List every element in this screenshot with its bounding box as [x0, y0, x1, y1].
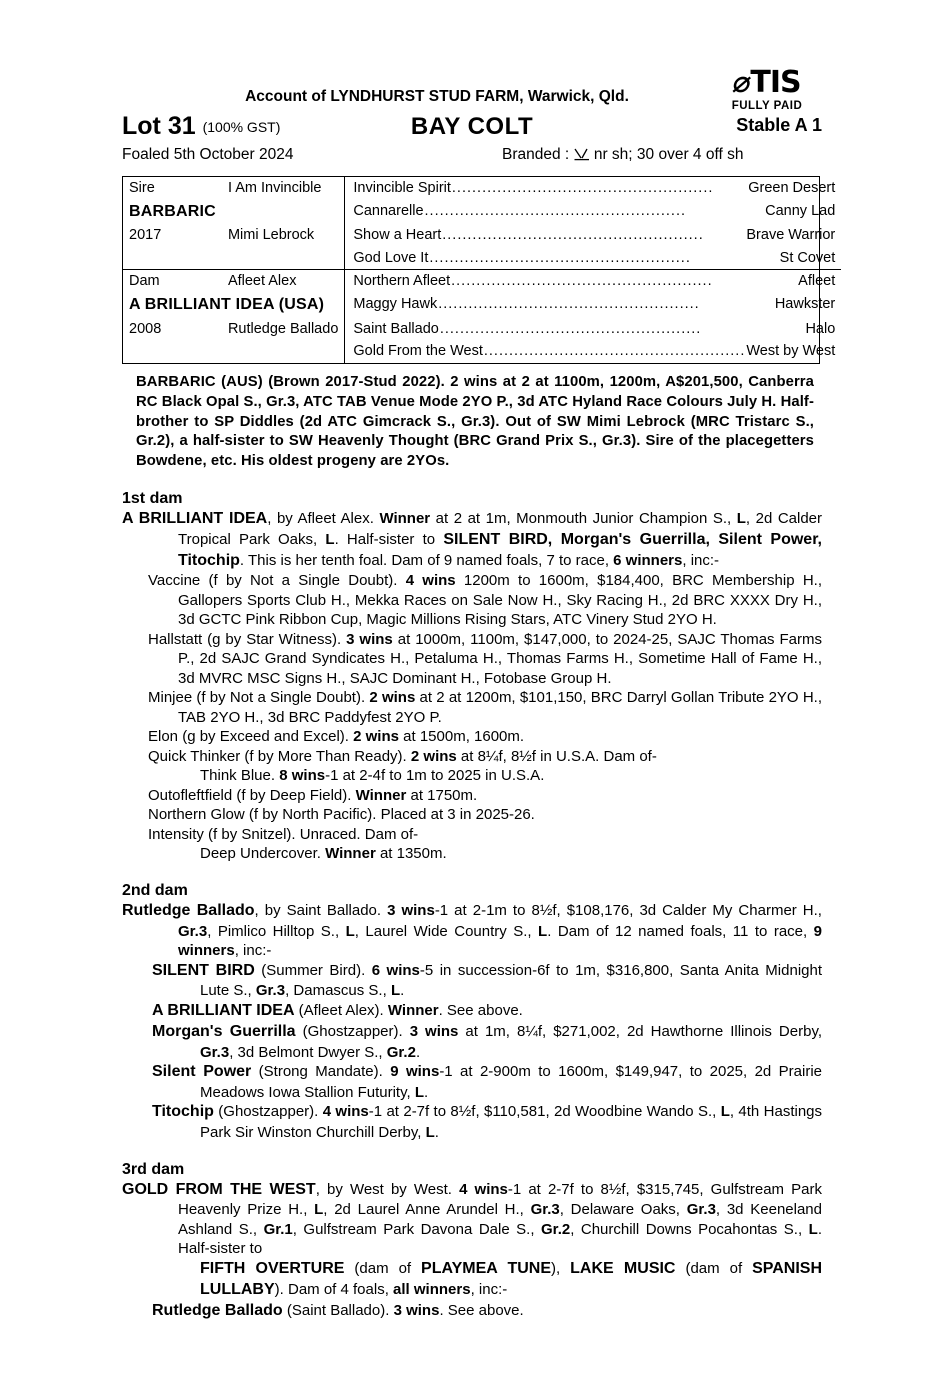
progeny-name: Minjee	[148, 689, 193, 707]
list-item	[122, 805, 822, 825]
spacer-cell	[222, 247, 345, 270]
table-row	[123, 318, 841, 341]
progeny-name: SILENT BIRD	[152, 961, 255, 979]
text: at 2 at 1m, Monmouth Junior Champion S.,	[430, 509, 737, 527]
wins-count: Winner	[387, 1001, 439, 1019]
horse-type: BAY COLT	[410, 113, 534, 140]
list-item	[122, 1301, 822, 1322]
pedigree-right: Canny Lad	[765, 202, 836, 219]
text: (dam of	[675, 1259, 753, 1277]
branded-info	[502, 146, 743, 164]
sibling-name: LAKE MUSIC	[570, 1259, 676, 1277]
text: (f by Not a Single Doubt).	[200, 572, 406, 590]
first-dam-name: A BRILLIANT IDEA	[122, 509, 268, 527]
foaled-date: Foaled 5th October 2024	[122, 146, 294, 163]
pedigree-right: Afleet	[798, 273, 836, 290]
pedigree-left: God Love It	[353, 249, 429, 266]
listed-marker: L	[808, 1220, 818, 1238]
dam-name: A BRILLIANT IDEA (USA)	[129, 296, 325, 314]
text: , 2d Laurel Anne Arundel H.,	[323, 1201, 531, 1219]
grade-marker: Gr.2	[541, 1220, 571, 1238]
table-row	[123, 224, 841, 247]
sibling-name: SPANISH LULLABY	[200, 1259, 823, 1298]
dam-label: Dam	[123, 270, 222, 293]
grade-marker: Gr.1	[263, 1220, 293, 1238]
wins-count: Winner	[325, 845, 376, 863]
sire-sire: I Am Invincible	[227, 180, 322, 196]
list-item	[122, 571, 822, 630]
list-item	[122, 688, 822, 727]
wins-count: 3 wins	[387, 901, 435, 919]
progeny-name: Quick Thinker	[148, 747, 241, 765]
progeny-name: Deep Undercover.	[200, 845, 326, 863]
text: , inc:-	[470, 1280, 508, 1298]
wins-count: 2 wins	[369, 689, 416, 707]
text: at 1350m.	[375, 845, 447, 863]
wins-count: 3 wins	[409, 1022, 459, 1040]
listed-marker: L	[414, 1083, 424, 1101]
list-item	[122, 727, 822, 747]
pedigree-right: St Covet	[779, 249, 836, 266]
text: at 8¼f, 8½f in U.S.A. Dam of-	[456, 747, 657, 765]
text: 1200m to 1600m, $184,400, BRC Membership H., Gallopers Sports Club H., Mekka Races on Sale Now H., Sky Racing H., 2d BRC XXXX Dry H., 3d GCTC Pink Ribbon Cup, Magic Millions Rising Stars, ATC Vinery Stud 2YO H.	[178, 572, 822, 629]
list-item	[122, 1022, 822, 1062]
sire-name: BARBARIC	[129, 202, 216, 220]
text: . See above.	[438, 1001, 523, 1019]
text: . Half-sister to	[178, 1220, 822, 1258]
text: , by Afleet Alex.	[267, 509, 380, 527]
list-item	[122, 1102, 822, 1142]
progeny-name: Morgan's Guerrilla	[152, 1022, 296, 1040]
text: , 3d Belmont Dwyer S.,	[229, 1043, 387, 1061]
pedigree-cell: Northern Afleet .................................................... Afleet	[345, 270, 841, 293]
listed-marker: L	[736, 509, 746, 527]
list-item	[122, 1062, 822, 1102]
listed-marker: L	[720, 1103, 730, 1121]
progeny-name: Silent Power	[152, 1063, 252, 1081]
third-dam-name: GOLD FROM THE WEST	[122, 1180, 316, 1198]
list-item	[122, 844, 822, 864]
progeny-name: Titochip	[152, 1103, 214, 1121]
text: (g by Exceed and Excel).	[178, 728, 354, 746]
sire-paragraph: BARBARIC (AUS) (Brown 2017-Stud 2022). 2 wins at 2 at 1100m, 1200m, A$201,500, Canberra RC Black Opal S., Gr.3, ATC TAB Venue Mode 2YO P., 3d ATC Hyland Race Colours July H. Half-brother to SP Diddles (2d ATC Gimcrack S., Gr.3). Out of SW Mimi Lebrock (MRC Tristarc S., Gr.2), a half-sister to SW Heavenly Thought (BRC Grand Prix S., Gr.3). Sire of the placegetters Bowdene, etc. His oldest progeny are 2YOs.	[136, 373, 814, 470]
gst-note: (100% GST)	[202, 119, 281, 135]
wins-count: Winner	[355, 786, 407, 804]
text: , Laurel Wide Country S.,	[354, 922, 539, 940]
text: . Half-sister to	[334, 530, 444, 548]
pedigree-cell: Saint Ballado .................................................... Halo	[345, 318, 841, 341]
text: at 2 at 1200m, $101,150, BRC Darryl Gollan Tribute 2YO H., TAB 2YO H., 3d BRC Paddyfest 2YO P.	[178, 689, 822, 726]
text: (Ghostzapper).	[295, 1022, 410, 1040]
grade-marker: Gr.3	[178, 922, 208, 940]
wins-count: 2 wins	[353, 728, 399, 746]
winners-count: all winners	[393, 1280, 471, 1298]
text: at 1750m.	[406, 786, 478, 804]
dam-sire: Afleet Alex	[222, 270, 345, 293]
first-dam-main	[122, 509, 822, 571]
table-row	[123, 340, 841, 363]
sire-year: 2017	[129, 227, 162, 244]
pedigree-cell: God Love It .................................................... St Covet	[345, 247, 841, 270]
wins-count: 6 wins	[371, 961, 420, 979]
sire-dam: Mimi Lebrock	[227, 227, 315, 244]
wins-count: 9 wins	[390, 1063, 440, 1081]
wins-count: 4 wins	[459, 1180, 508, 1198]
text: , inc:-	[682, 551, 720, 569]
text: (f by Snitzel). Unraced. Dam of-	[203, 825, 419, 843]
listed-marker: L	[345, 922, 355, 940]
list-item	[122, 1001, 822, 1022]
grade-marker: Gr.3	[530, 1201, 560, 1219]
pedigree-right: Halo	[805, 320, 836, 337]
text: , Gulfstream Park Davona Dale S.,	[292, 1220, 542, 1238]
text: -1 at 2-1m to 8½f, $108,176, 3d Calder My Charmer H.,	[434, 901, 822, 919]
list-item	[122, 747, 822, 767]
sibling-name: FIFTH OVERTURE	[200, 1259, 345, 1277]
text: , Churchill Downs Pocahontas S.,	[570, 1220, 809, 1238]
pedigree-cell: Gold From the West .................................................... West by West	[345, 340, 841, 363]
pedigree-left: Invincible Spirit	[353, 180, 451, 196]
list-item	[122, 825, 822, 845]
grade-marker: Gr.3	[255, 982, 286, 1000]
wins-count: 8 wins	[279, 767, 326, 785]
dam-year: 2008	[129, 320, 162, 337]
foaled-row	[122, 146, 822, 168]
text: (Afleet Alex).	[294, 1001, 388, 1019]
progeny-name: Outofleftfield	[148, 786, 233, 804]
spacer-cell	[123, 340, 222, 363]
logo-mark: ⌀TIS	[730, 65, 801, 100]
text: , Pimlico Hilltop S.,	[207, 922, 346, 940]
first-dam-heading: 1st dam	[122, 489, 183, 507]
text: , 2d Calder Tropical Park Oaks,	[178, 509, 823, 548]
wins-count: 3 wins	[393, 1301, 440, 1319]
text: , 4th Hastings Park Sir Winston Churchill Derby,	[200, 1103, 823, 1142]
pedigree-left: Show a Heart	[353, 227, 442, 244]
second-dam-name: Rutledge Ballado	[122, 901, 255, 919]
grade-marker: Gr.3	[686, 1201, 716, 1219]
pedigree-cell: Maggy Hawk .................................................... Hawkster	[345, 293, 841, 318]
listed-marker: L	[390, 982, 401, 1000]
text: , Damascus S.,	[285, 982, 391, 1000]
pedigree-left: Northern Afleet	[353, 273, 451, 290]
pedigree-table	[122, 176, 836, 364]
second-dam-main	[122, 901, 822, 961]
text: ). Dam of 4 foals,	[274, 1280, 394, 1298]
table-row	[123, 200, 841, 225]
text: , 3d Keeneland Ashland S.,	[178, 1201, 822, 1238]
pedigree-left: Saint Ballado	[353, 320, 439, 337]
spacer-cell	[123, 247, 222, 270]
pedigree-cell: Show a Heart .................................................... Brave Warrior	[345, 224, 841, 247]
pedigree-cell: Cannarelle .................................................... Canny Lad	[345, 200, 841, 225]
pedigree-left: Maggy Hawk	[353, 296, 438, 313]
text: (f by Deep Field).	[232, 786, 356, 804]
text: . See above.	[439, 1301, 524, 1319]
text: .	[400, 982, 405, 1000]
text: at 1m, 8¼f, $271,002, 2d Hawthorne Illinois Derby,	[458, 1022, 822, 1040]
text: -1 at 2-4f to 1m to 2025 in U.S.A.	[325, 767, 545, 785]
logo-subtitle: FULLY PAID	[731, 100, 803, 112]
list-item	[122, 766, 822, 786]
pedigree-right: Brave Warrior	[746, 227, 836, 244]
text: .	[434, 1124, 439, 1142]
winner-badge: Winner	[379, 509, 431, 527]
text: . Dam of 12 named foals, 11 to race,	[547, 922, 814, 940]
pedigree-right: West by West	[746, 343, 836, 360]
stable-label: Stable A 1	[736, 115, 822, 135]
listed-marker: L	[314, 1201, 324, 1219]
dam-dam: Rutledge Ballado	[227, 320, 339, 337]
progeny-name: Vaccine	[148, 572, 201, 590]
brand-symbol-icon	[574, 148, 590, 161]
text: (dam of	[344, 1259, 422, 1277]
wins-count: 4 wins	[405, 572, 456, 590]
progeny-name: Elon	[148, 728, 179, 746]
table-row	[123, 293, 841, 318]
sibling-name: PLAYMEA TUNE	[421, 1259, 552, 1277]
second-dam-heading: 2nd dam	[122, 881, 188, 899]
progeny-name: Hallstatt	[148, 630, 203, 648]
pedigree-cell: Invincible Spirit .................................................... Green Desert	[345, 177, 841, 200]
tis-logo	[712, 65, 822, 112]
list-item	[122, 961, 822, 1001]
text: . This is her tenth foal. Dam of 9 named foals, 7 to race,	[239, 551, 614, 569]
progeny-name: A BRILLIANT IDEA	[152, 1001, 295, 1019]
pedigree-right: Green Desert	[748, 180, 836, 196]
wins-count: 3 wins	[346, 630, 393, 648]
third-dam-siblings	[122, 1259, 822, 1301]
table-row	[123, 247, 841, 270]
pedigree-left: Gold From the West	[353, 343, 483, 360]
text: (f by Not a Single Doubt).	[192, 689, 370, 707]
progeny-name: Northern Glow	[148, 806, 245, 824]
pedigree-left: Cannarelle	[353, 202, 424, 219]
third-dam-heading: 3rd dam	[122, 1160, 185, 1178]
text: -5 in succession-6f to 1m, $316,800, Santa Anita Midnight Lute S.,	[200, 961, 822, 1000]
progeny-name: Rutledge Ballado	[152, 1301, 283, 1319]
branded-text: nr sh; 30 over 4 off sh	[593, 146, 744, 163]
text: (Saint Ballado).	[282, 1301, 394, 1319]
siblings-list: SILENT BIRD, Morgan's Guerrilla, Silent Power, Titochip	[178, 530, 822, 569]
listed-marker: L	[538, 922, 548, 940]
progeny-name: Think Blue.	[200, 767, 276, 785]
progeny-name: Intensity	[148, 825, 204, 843]
list-item	[122, 786, 822, 806]
lot-label: Lot 31	[122, 112, 196, 140]
text: -1 at 2-7f to 8½f, $110,581, 2d Woodbine Wando S.,	[368, 1103, 721, 1121]
winners-count: 9 winners	[178, 922, 822, 960]
text: (f by North Pacific). Placed at 3 in 2025-26.	[244, 806, 535, 824]
wins-count: 4 wins	[322, 1103, 369, 1121]
text: , by West by West.	[315, 1180, 460, 1198]
text: (f by More Than Ready).	[240, 747, 411, 765]
table-row	[123, 270, 841, 293]
title-row	[122, 112, 822, 144]
text: at 1500m, 1600m.	[398, 728, 525, 746]
grade-marker: Gr.2	[386, 1043, 416, 1061]
text: .	[423, 1083, 429, 1101]
sire-label: Sire	[129, 180, 155, 196]
text: ),	[551, 1259, 571, 1277]
text: (Strong Mandate).	[251, 1063, 391, 1081]
list-item	[122, 630, 822, 689]
branded-label: Branded :	[502, 146, 570, 163]
spacer-cell	[222, 200, 345, 225]
text: .	[415, 1043, 421, 1061]
text: , by Saint Ballado.	[254, 901, 388, 919]
text: at 1000m, 1100m, $147,000, to 2024-25, SAJC Thomas Farms P., 2d SAJC Grand Syndicates H., Petaluma H., Thomas Farms H., Sometime Hall of Fame H., 3d MVRC MSC Signs H., SAJC Dominant H., Fotobase Group H.	[178, 630, 822, 687]
winners-count: 6 winners	[613, 551, 683, 569]
wins-count: 2 wins	[410, 747, 457, 765]
third-dam-main	[122, 1180, 822, 1259]
page-content	[122, 60, 836, 1321]
text: (Ghostzapper).	[213, 1103, 323, 1121]
text: (g by Star Witness).	[202, 630, 347, 648]
pedigree-right: Hawkster	[774, 296, 836, 313]
text: -1 at 2-900m to 1600m, $149,947, to 2025, 2d Prairie Meadows Iowa Stallion Futurity,	[200, 1063, 823, 1101]
table-row	[123, 177, 841, 200]
listed-marker: L	[325, 530, 335, 548]
spacer-cell	[222, 340, 345, 363]
text: , Delaware Oaks,	[559, 1201, 687, 1219]
listed-marker: L	[425, 1124, 435, 1142]
text: , inc:-	[234, 942, 272, 960]
account-line: Account of LYNDHURST STUD FARM, Warwick, Qld.	[245, 88, 629, 105]
grade-marker: Gr.3	[200, 1043, 230, 1061]
text: -1 at 2-7f to 8½f, $315,745, Gulfstream Park Heavenly Prize H.,	[178, 1180, 822, 1219]
text: (Summer Bird).	[254, 961, 372, 979]
